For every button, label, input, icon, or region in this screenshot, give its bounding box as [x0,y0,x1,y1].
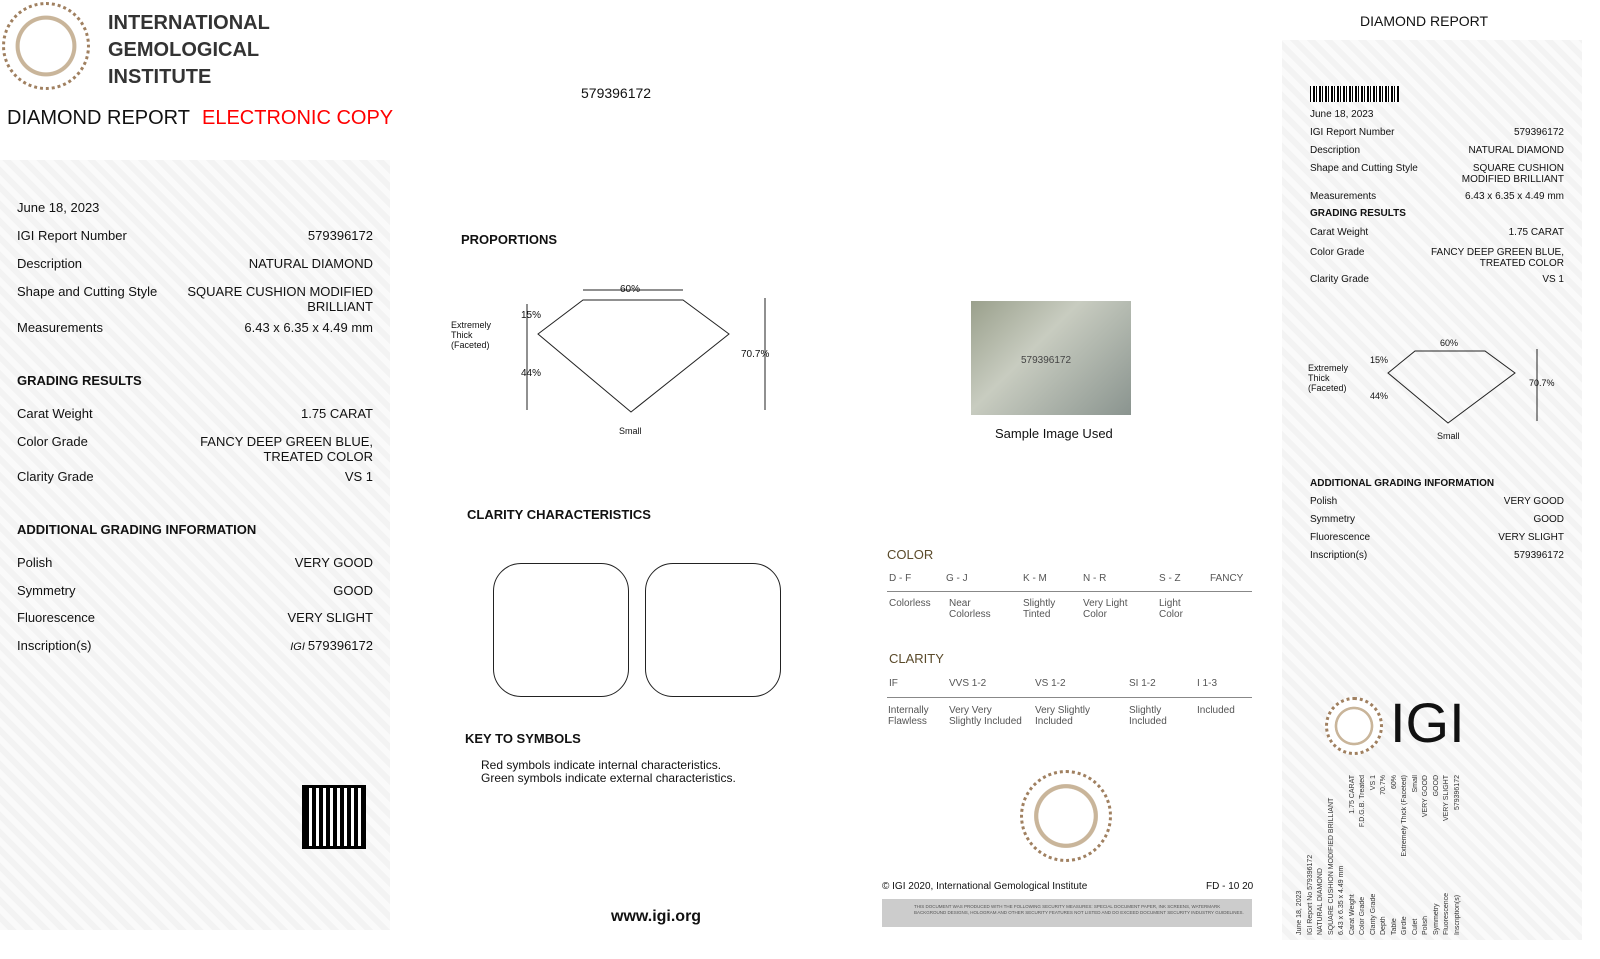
right-row [1310,145,1564,156]
color-grade: FANCY [1210,573,1244,584]
pavilion-percent: 44% [1370,391,1389,401]
stub-row [1338,775,1349,935]
proportions-diagram [445,280,795,440]
value: FANCY DEEP GREEN BLUE, TREATED COLOR [1430,247,1564,269]
label: Color Grade [1359,896,1366,935]
label: IGI Report No 579396172 [1306,854,1314,935]
label: Inscription(s) [17,638,92,653]
proportions-heading: PROPORTIONS [461,232,558,247]
label: Table [1390,918,1398,935]
divider [887,697,1252,698]
stub-row [1370,775,1381,935]
value: VS 1 [1369,775,1377,791]
stub-row [1391,775,1402,935]
stub-row [1307,775,1318,935]
label: Fluorescence [17,610,96,625]
pavilion-percent: 44% [521,368,542,379]
stub-row [1380,775,1391,935]
value: 6.43 x 6.35 x 4.49 mm [244,320,373,335]
color-grade: S - Z [1159,573,1181,584]
label: Color Grade [17,434,88,449]
label: Carat Weight [1310,227,1369,238]
color-desc: Colorless [889,598,931,609]
value: NATURAL DIAMOND [1468,145,1564,156]
row-report-number [17,228,373,243]
value: 70.7% [1380,775,1387,795]
label: Clarity Grade [17,469,94,484]
color-grade: N - R [1083,573,1107,584]
clarity-grade: VVS 1-2 [949,678,987,689]
stub-row [1317,775,1328,935]
label: Polish [1310,496,1338,507]
value: VERY GOOD [294,555,373,570]
label: Measurements [17,320,103,335]
label: Girdle [1401,916,1408,935]
girdle-label: Extremely Thick (Faceted) [451,320,492,350]
clarity-grade: IF [889,678,898,689]
crown-percent: 15% [521,310,542,321]
qr-code [305,788,363,846]
clarity-characteristics-heading: CLARITY CHARACTERISTICS [467,507,651,522]
row-symmetry [17,583,373,598]
label: Polish [17,555,53,570]
color-grade: D - F [889,573,912,584]
label: Measurements [1310,191,1377,202]
depth-percent: 70.7% [1529,378,1555,388]
label: Description [1310,145,1361,156]
clarity-desc: Slightly Included [1129,705,1167,727]
label: Clarity Grade [1310,274,1369,285]
row-polish [17,555,373,570]
value: VERY SLIGHT [287,610,373,625]
value: 579396172 [1513,550,1564,561]
label: IGI Report Number [17,228,127,243]
label: Carat Weight [1348,894,1356,935]
stub-row [1401,775,1412,935]
form-number: FD - 10 20 [1206,881,1254,892]
right-row [1310,247,1564,269]
key-line: Green symbols indicate external characteristics. [481,771,736,785]
depth-percent: 70.7% [741,349,770,360]
org-line: GEMOLOGICAL [108,39,260,61]
right-grading-heading: GRADING RESULTS [1310,208,1406,219]
clarity-grade: VS 1-2 [1035,678,1066,689]
stub-row [1443,775,1454,935]
row-fluorescence [17,610,373,625]
label: SQUARE CUSHION MODIFIED BRILLIANT [1327,797,1335,935]
value: VERY SLIGHT [1498,532,1564,543]
security-text: THIS DOCUMENT WAS PRODUCED WITH THE FOLLOWING SECURITY MEASURES: SPECIAL DOCUMENT PAPER, INK SCREENS, WATERMARK BACKGROUND DESIGNS, HOLOGRAM AND OTHER SECURITY FEATURES NOT LISTED AND DO EXCEED DOCUMENT SECURITY INDUSTRY GUIDELINES. [914,904,1244,915]
table-percent: 60% [1440,338,1459,348]
electronic-copy-label: ELECTRONIC COPY [202,107,394,129]
value: 579396172 [1513,127,1564,138]
value: VERY SLIGHT [1443,775,1450,822]
clarity-grade: I 1-3 [1197,678,1218,689]
right-row [1310,127,1564,138]
sample-inscription: 579396172 [1021,355,1072,366]
label: Symmetry [1432,903,1440,935]
label: IGI Report Number [1310,127,1395,138]
label: Fluorescence [1310,532,1371,543]
org-line: INTERNATIONAL [108,12,270,34]
color-desc: Very Light Color [1083,598,1128,620]
value: NATURAL DIAMOND [248,256,373,271]
stub-row [1349,775,1360,935]
color-scale-heading: COLOR [887,547,934,562]
row-inscription [17,638,373,653]
additional-heading: ADDITIONAL GRADING INFORMATION [17,522,257,537]
clarity-desc: Internally Flawless [888,705,929,727]
color-desc: Slightly Tinted [1023,598,1056,620]
value: 579396172 [307,638,373,653]
stub-row [1296,775,1307,935]
report-title: DIAMOND REPORT [7,107,190,129]
value: VERY GOOD [1422,775,1429,818]
label: Inscription(s) [1453,894,1461,935]
row-carat [17,406,373,421]
org-name [108,10,270,91]
right-row [1310,532,1564,543]
value: VS 1 [1542,274,1564,285]
culet-label: Small [1437,431,1460,441]
right-date: June 18, 2023 [1310,109,1374,120]
copyright: © IGI 2020, International Gemological Institute [882,881,1088,892]
color-desc: Near Colorless [949,598,991,620]
label: Fluorescence [1443,892,1450,935]
value: GOOD [1432,775,1440,797]
right-title: DIAMOND REPORT [1360,13,1489,29]
value: Small [1411,775,1419,793]
color-grade: G - J [946,573,968,584]
right-row [1310,274,1564,285]
value: 579396172 [1453,775,1461,811]
value: SQUARE CUSHION MODIFIED BRILLIANT [187,284,373,314]
value: GOOD [1533,514,1564,525]
value: VERY GOOD [1503,496,1564,507]
grading-results-heading: GRADING RESULTS [17,373,142,388]
right-row [1310,227,1564,238]
right-row [1310,191,1564,202]
label: Culet [1411,918,1419,935]
right-row [1310,514,1564,525]
label: Shape and Cutting Style [1310,163,1418,174]
label: Symmetry [17,583,76,598]
value: F.D.G.B. Treated [1359,775,1366,828]
clarity-desc: Included [1197,705,1235,716]
clarity-scale-heading: CLARITY [889,651,944,666]
value: VS 1 [344,469,373,484]
value: 1.75 CARAT [1348,775,1356,814]
stub-row [1359,775,1370,935]
stub-row [1412,775,1423,935]
key-line: Red symbols indicate internal characteristics. [481,758,722,772]
key-heading: KEY TO SYMBOLS [465,731,581,746]
website-link[interactable]: www.igi.org [611,908,702,925]
value: GOOD [333,583,373,598]
igi-seal-logo [1325,697,1383,755]
rotated-stub [1296,775,1464,935]
igi-logo-text: IGI [1390,691,1465,754]
igi-seal-logo [1020,770,1112,862]
right-row [1310,550,1564,561]
color-grade: K - M [1023,573,1047,584]
crown-plot-diagram [493,563,629,697]
culet-label: Small [619,426,642,436]
value: 579396172 [307,228,373,243]
value: 60% [1390,775,1398,790]
value: Extremely Thick (Faceted) [1401,775,1408,857]
right-row [1310,496,1564,507]
barcode [1310,86,1400,102]
security-notice [882,899,1252,927]
label: June 18, 2023 [1296,890,1303,935]
report-date: June 18, 2023 [17,200,100,215]
label: Depth [1380,916,1387,935]
sample-image [971,301,1131,415]
row-description [17,256,373,271]
stub-row [1328,775,1339,935]
stub-row [1433,775,1444,935]
row-clarity [17,469,373,484]
divider [887,591,1252,592]
sample-caption: Sample Image Used [995,426,1113,441]
label: Carat Weight [17,406,93,421]
label: 6.43 x 6.35 x 4.49 mm [1338,865,1345,935]
igi-mark-icon: IGI [290,641,305,653]
right-row [1310,163,1564,185]
right-additional-heading: ADDITIONAL GRADING INFORMATION [1310,478,1495,489]
pavilion-plot-diagram [645,563,781,697]
color-desc: Light Color [1159,598,1183,620]
crown-percent: 15% [1370,355,1389,365]
value: 6.43 x 6.35 x 4.49 mm [1465,191,1564,202]
row-shape [17,284,373,314]
girdle-label: Extremely Thick (Faceted) [1308,363,1349,393]
label: Symmetry [1310,514,1355,525]
clarity-grade: SI 1-2 [1129,678,1156,689]
igi-seal-logo [2,2,90,90]
label: Color Grade [1310,247,1365,258]
table-percent: 60% [620,284,641,295]
stub-row [1422,775,1433,935]
row-color [17,434,373,464]
label: NATURAL DIAMOND [1317,868,1324,935]
label: Description [17,256,83,271]
report-number-top: 579396172 [581,85,652,101]
label: Inscription(s) [1310,550,1368,561]
value: 1.75 CARAT [300,406,373,421]
value: SQUARE CUSHION MODIFIED BRILLIANT [1461,163,1564,185]
label: Clarity Grade [1369,893,1377,935]
stub-row [1454,775,1465,935]
label: Shape and Cutting Style [17,284,158,299]
clarity-desc: Very Slightly Included [1035,705,1091,727]
label: Polish [1422,915,1429,935]
value: 1.75 CARAT [1508,227,1564,238]
value: FANCY DEEP GREEN BLUE, TREATED COLOR [200,434,373,464]
clarity-desc: Very Very Slightly Included [949,705,1022,727]
row-measurements [17,320,373,335]
org-line: INSTITUTE [108,66,212,88]
